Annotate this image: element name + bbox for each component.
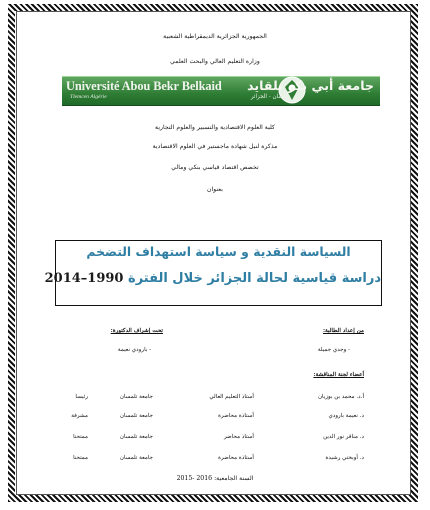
university-name-fr: Université Abou Bekr Belkaid [66, 79, 222, 93]
ministry-line: وزارة التعليم العالي والبحث العلمي [170, 58, 260, 65]
member-name: د. نعيمة بارودي [328, 413, 364, 419]
member-name: أ.د. محمد بن بوزيان [317, 394, 364, 400]
member-university: جامعة تلمسان [119, 434, 153, 440]
supervisor-name: - بارودي نعيمة [117, 347, 151, 353]
university-place-ar: تلمسان - الجزائر [250, 94, 290, 100]
university-banner [62, 76, 380, 106]
member-university: جامعة تلمسان [119, 394, 153, 400]
supervisor-label: تحت إشراف الدكتورة: [110, 328, 163, 334]
member-role: ممتحنا [73, 455, 88, 461]
university-place-fr: Tlemcen Algérie [70, 94, 107, 100]
committee-label: أعضاء لجنة المناقشة: [313, 372, 364, 378]
academic-year-label: السنة الجامعية: [214, 475, 254, 482]
member-rank: أستاذ محاضر [223, 434, 254, 440]
republic-line: الجمهورية الجزائرية الديمقراطية الشعبية [163, 33, 267, 40]
member-name: د. مناقر نور الدين [323, 434, 364, 440]
member-name: د. أوبختي رشيدة [325, 455, 364, 461]
title-label: بعنوان [206, 186, 224, 193]
member-rank: أستاذ التعليم العالي [209, 394, 254, 400]
specialty-line: تخصص اقتصاد قياسي بنكي ومالي [171, 164, 259, 171]
thesis-title-box [44, 240, 382, 306]
member-rank: أستاذة محاضرة [218, 455, 254, 461]
member-role: رئيسا [75, 394, 88, 400]
thesis-title-line1: السياسة النقدية و سياسة استهداف التضخم [86, 244, 351, 259]
thesis-title-line2-text: دراسة قياسية لحالة الجزائر خلال الفترة [128, 271, 381, 286]
member-role: ممتحنا [73, 434, 88, 440]
student-label: من إعداد الطالبة: [322, 328, 364, 334]
member-university: جامعة تلمسان [119, 455, 153, 461]
thesis-title-line2 [44, 271, 381, 286]
member-role: مشرفة [71, 413, 88, 419]
member-rank: أستاذة محاضرة [218, 413, 254, 419]
thesis-years: 1990–2014 [44, 271, 124, 286]
university-name-ar: جامعة أبي بكر بلقايد [247, 78, 374, 93]
student-name: - وجدي جميلة [317, 347, 350, 353]
memo-line: مذكرة لنيل شهادة ماجستير في العلوم الاقتصادية [152, 143, 278, 150]
academic-year-line [0, 475, 430, 483]
academic-year-value: 2015- 2016 [176, 475, 213, 482]
member-university: جامعة تلمسان [119, 413, 153, 419]
college-line: كلية العلوم الاقتصادية والتسيير والعلوم التجارية [155, 124, 275, 131]
